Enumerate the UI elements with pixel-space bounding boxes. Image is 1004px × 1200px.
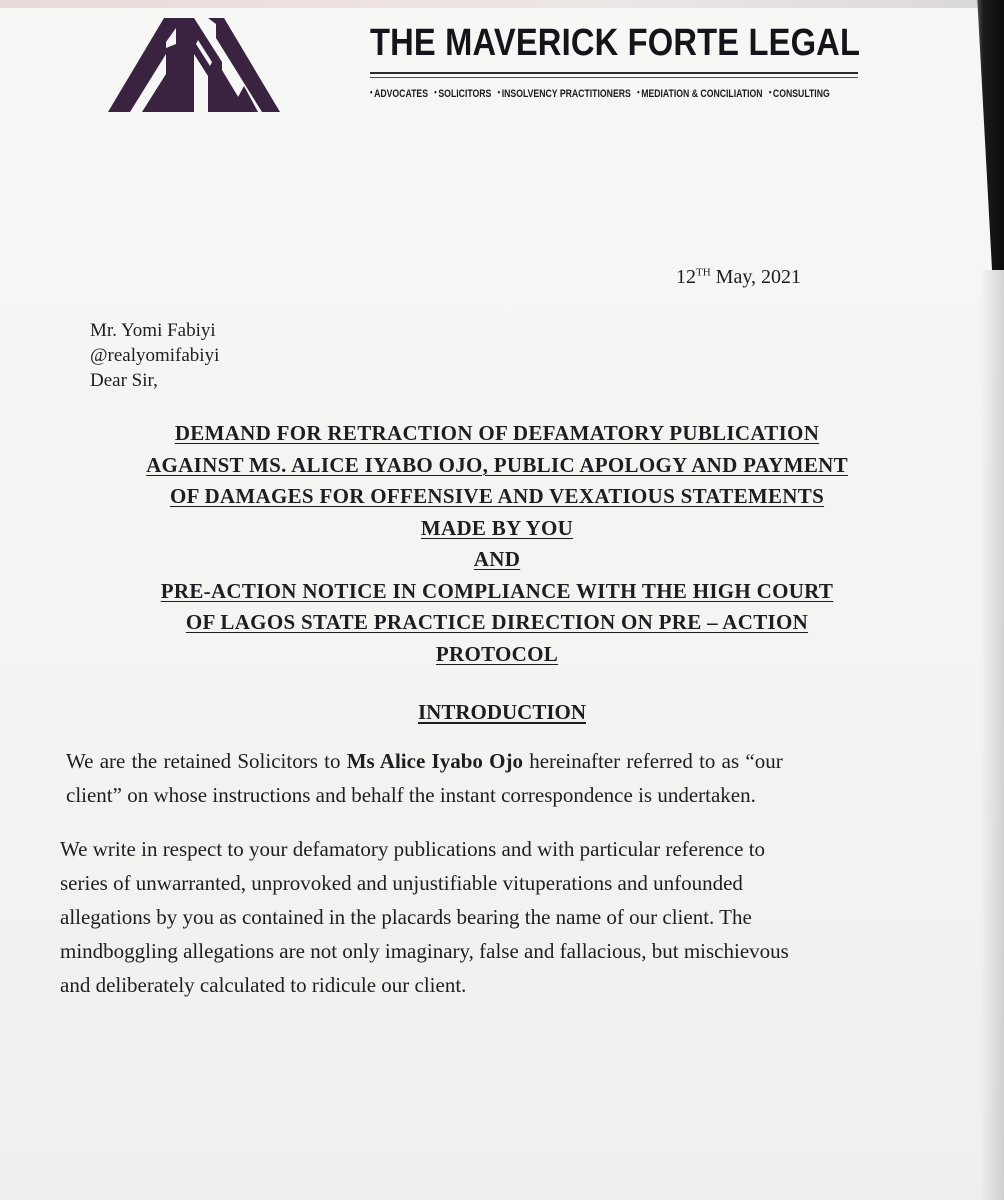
page-edge-shade — [964, 270, 1004, 1200]
service-mediation: • MEDIATION & CONCILIATION — [637, 88, 762, 100]
firm-services — [370, 88, 830, 100]
paragraph-line: series of unwarranted, unprovoked and unjustifiable vituperations and unfounded — [60, 871, 743, 895]
paragraph-allegations — [60, 832, 940, 1002]
service-insolvency: • INSOLVENCY PRACTITIONERS — [498, 88, 631, 100]
addressee-block — [90, 318, 219, 393]
subject-line: AND — [473, 547, 521, 571]
letterhead-rule — [370, 72, 858, 74]
paragraph-line: allegations by you as contained in the placards bearing the name of our client. The — [60, 905, 752, 929]
subject-line: DEMAND FOR RETRACTION OF DEFAMATORY PUBLICATION — [174, 421, 820, 445]
client-name: Ms Alice Iyabo Ojo — [346, 749, 523, 773]
letter-date — [676, 266, 801, 289]
date-month-year: May, 2021 — [715, 266, 802, 288]
letterhead-rule-thin — [370, 77, 858, 78]
letter-subject — [80, 418, 914, 670]
paragraph-line: We write in respect to your defamatory publications and with particular reference to — [60, 837, 766, 861]
paragraph-line: mindboggling allegations are not only imaginary, false and fallacious, but mischievous — [60, 939, 789, 963]
addressee-name: Mr. Yomi Fabiyi — [90, 320, 216, 341]
page-top-edge — [0, 0, 1004, 8]
paragraph-intro — [66, 744, 924, 812]
service-advocates: • ADVOCATES — [370, 88, 428, 100]
paragraph-line: client” on whose instructions and behalf the instant correspondence is undertaken. — [66, 783, 756, 807]
salutation: Dear Sir, — [90, 370, 158, 391]
date-day: 12 — [676, 266, 696, 288]
section-heading-introduction: INTRODUCTION — [417, 700, 587, 724]
firm-logo — [106, 14, 282, 114]
paragraph-line: We are the retained Solicitors to Ms Alice Iyabo Ojo hereinafter referred to as “our — [66, 749, 783, 773]
subject-line: PROTOCOL — [435, 641, 559, 666]
subject-line: PRE-ACTION NOTICE IN COMPLIANCE WITH THE HIGH COURT — [160, 578, 834, 603]
subject-line: MADE BY YOU — [420, 515, 574, 540]
firm-name: THE MAVERICK FORTE LEGAL — [370, 22, 861, 64]
firm-logo-icon — [106, 14, 282, 114]
subject-line: OF DAMAGES FOR OFFENSIVE AND VEXATIOUS STATEMENTS — [169, 484, 825, 508]
service-consulting: • CONSULTING — [769, 88, 830, 100]
addressee-handle: @realyomifabiyi — [90, 345, 220, 366]
page-edge-shadow — [958, 0, 1004, 270]
date-suffix: TH — [696, 266, 711, 279]
paragraph-line: and deliberately calculated to ridicule our client. — [60, 973, 467, 997]
subject-line: OF LAGOS STATE PRACTICE DIRECTION ON PRE – ACTION — [185, 610, 809, 634]
subject-line: AGAINST MS. ALICE IYABO OJO, PUBLIC APOLOGY AND PAYMENT — [146, 452, 848, 477]
service-solicitors: • SOLICITORS — [434, 88, 491, 100]
